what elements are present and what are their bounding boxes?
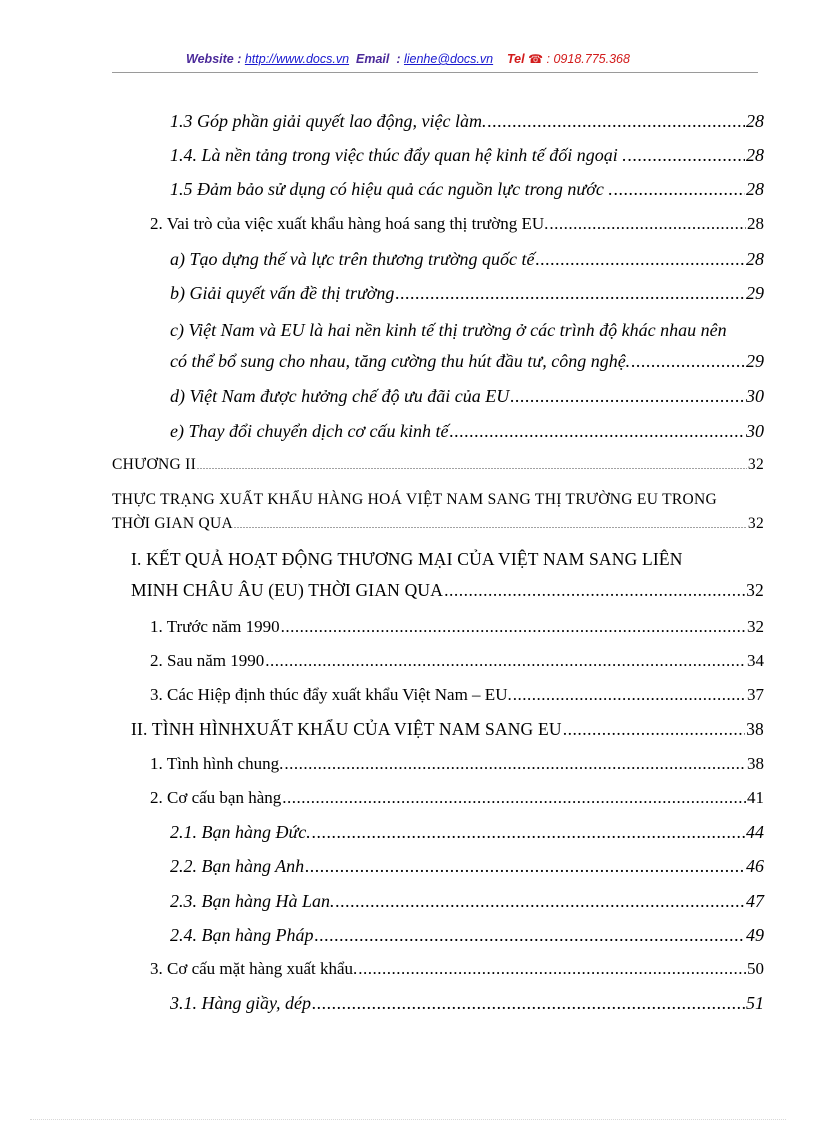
toc-entry[interactable]: a) Tạo dựng thế và lực trên thương trường quốc tế ..... 28 — [170, 249, 764, 283]
email-label: Email — [356, 52, 390, 66]
toc-section[interactable]: II. TÌNH HÌNHXUẤT KHẨU CỦA VIỆT NAM SANG EU ..... 38 — [131, 719, 764, 753]
toc-entry[interactable]: 2.4. Bạn hàng Pháp ..... 49 — [170, 925, 764, 959]
tel-label: Tel — [507, 52, 525, 66]
toc-entry[interactable]: 1.3 Góp phần giải quyết lao động, việc làm. ..... 28 — [170, 111, 764, 145]
phone-number: 0918.775.368 — [553, 52, 630, 66]
toc-entry[interactable]: 3.1. Hàng giầy, dép ..... 51 — [170, 993, 764, 1027]
website-label: Website — [186, 52, 234, 66]
toc-entry[interactable]: 2. Cơ cấu bạn hàng ..... 41 — [150, 788, 764, 822]
bottom-divider — [30, 1119, 786, 1120]
toc-entry[interactable]: 3. Cơ cấu mặt hàng xuất khẩu. ..... 50 — [150, 959, 764, 993]
toc-entry[interactable]: 1.5 Đảm bảo sử dụng có hiệu quả các nguồn lực trong nước . ..... 28 — [170, 179, 764, 213]
toc-entry[interactable]: 1. Trước năm 1990 ..... 32 — [150, 617, 764, 651]
toc-entry[interactable]: 2.1. Bạn hàng Đức. ..... 44 — [170, 822, 764, 856]
page-header: Website : http://www.docs.vn Email : lienhe@docs.vn Tel ☎ : 0918.775.368 — [186, 52, 630, 66]
toc-entry[interactable]: 2.2. Bạn hàng Anh ..... 46 — [170, 856, 764, 890]
toc-entry[interactable]: d) Việt Nam được hưởng chế độ ưu đãi của EU ..... 30 — [170, 386, 764, 420]
toc-entry[interactable]: 2.3. Bạn hàng Hà Lan. ..... 47 — [170, 891, 764, 925]
website-link[interactable]: http://www.docs.vn — [244, 52, 350, 66]
toc-entry[interactable]: e) Thay đổi chuyển dịch cơ cấu kinh tế ..... 30 — [170, 421, 764, 455]
toc-entry[interactable]: 2. Vai trò của việc xuất khẩu hàng hoá sang thị trường EU. ..... 28 — [150, 214, 764, 248]
email-link[interactable]: lienhe@docs.vn — [403, 52, 494, 66]
header-divider — [112, 72, 758, 73]
toc-section-line1[interactable]: I. KẾT QUẢ HOẠT ĐỘNG THƯƠNG MẠI CỦA VIỆT NAM SANG LIÊN — [131, 549, 683, 569]
toc-entry[interactable]: b) Giải quyết vấn đề thị trường ..... 29 — [170, 283, 764, 317]
toc-chapter-title[interactable]: THỜI GIAN QUA ..... 32 — [112, 515, 764, 549]
toc-entry[interactable]: 3. Các Hiệp định thúc đẩy xuất khẩu Việt Nam – EU. ..... 37 — [150, 685, 764, 719]
toc-chapter[interactable]: CHƯƠNG II ..... 32 — [112, 456, 764, 490]
toc-entry[interactable]: 1. Tình hình chung. ..... 38 — [150, 754, 764, 788]
toc-entry-line1[interactable]: c) Việt Nam và EU là hai nền kinh tế thị trường ở các trình độ khác nhau nên — [170, 320, 727, 340]
toc-chapter-title-line1[interactable]: THỰC TRẠNG XUẤT KHẨU HÀNG HOÁ VIỆT NAM SANG THỊ TRƯỜNG EU TRONG — [112, 491, 717, 508]
phone-icon: ☎ — [528, 52, 544, 66]
toc-entry[interactable]: 1.4. Là nền tảng trong việc thúc đẩy quan hệ kinh tế đối ngoại . ..... 28 — [170, 145, 764, 179]
toc-section[interactable]: MINH CHÂU ÂU (EU) THỜI GIAN QUA ..... 32 — [131, 580, 764, 614]
toc-entry[interactable]: có thể bổ sung cho nhau, tăng cường thu hút đầu tư, công nghệ. ..... 29 — [170, 351, 764, 385]
toc-entry[interactable]: 2. Sau năm 1990 ..... 34 — [150, 651, 764, 685]
